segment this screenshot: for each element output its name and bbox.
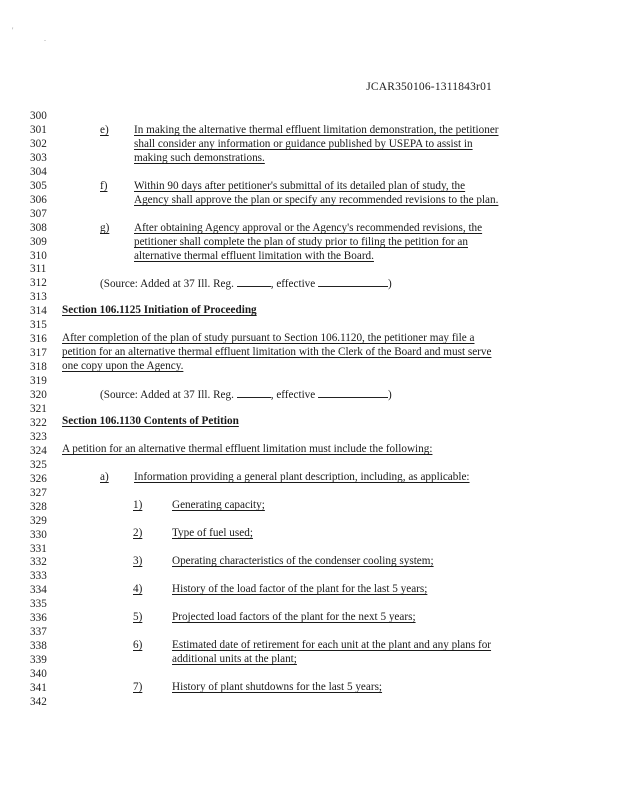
line-number: 319 — [30, 375, 47, 388]
line-number: 303 — [30, 151, 47, 164]
item-g-line-3: alternative thermal effluent limitation with the Board. — [134, 250, 374, 262]
line-number: 338 — [30, 640, 47, 653]
line-number: 327 — [30, 486, 47, 499]
source-suffix: ) — [388, 389, 392, 401]
section-1125-line-3: one copy upon the Agency. — [62, 360, 184, 372]
line-number: 312 — [30, 277, 47, 290]
item-e-line-3: making such demonstrations. — [134, 152, 265, 164]
line-number: 333 — [30, 570, 47, 583]
line-number: 322 — [30, 416, 47, 429]
subitem-text: History of the load factor of the plant for the last 5 years; — [172, 583, 428, 595]
source-note — [100, 387, 392, 401]
item-a-text: Information providing a general plant description, including, as applicable: — [134, 471, 470, 483]
item-g-line-1: After obtaining Agency approval or the Agency's recommended revisions, the — [134, 222, 483, 234]
item-a-label: a) — [100, 471, 109, 483]
effective-date-blank — [318, 387, 388, 398]
line-number: 311 — [30, 263, 47, 276]
subitem-label: 7) — [133, 681, 143, 693]
line-number: 339 — [30, 654, 47, 666]
item-e-label: e) — [100, 124, 109, 136]
line-number: 332 — [30, 556, 47, 569]
line-number: 326 — [30, 472, 47, 485]
subitem-text: Generating capacity; — [172, 499, 265, 511]
source-prefix: (Source: Added at 37 Ill. Reg. — [100, 389, 237, 401]
subitem-text: additional units at the plant; — [172, 653, 297, 665]
section-1125-line-2: petition for an alternative thermal effluent limitation with the Clerk of the Board and must serve — [62, 346, 492, 358]
line-number: 329 — [30, 514, 47, 527]
section-1130-intro: A petition for an alternative thermal effluent limitation must include the following: — [62, 443, 433, 455]
line-number: 336 — [30, 612, 47, 625]
line-number: 321 — [30, 402, 47, 415]
section-heading-1125: Section 106.1125 Initiation of Proceeding — [62, 304, 257, 316]
line-number: 342 — [30, 695, 47, 708]
section-heading-1130: Section 106.1130 Contents of Petition — [62, 415, 239, 427]
line-number: 310 — [30, 249, 47, 262]
item-e-line-2: shall consider any information or guidance published by USEPA to assist in — [134, 138, 473, 150]
source-suffix: ) — [388, 278, 392, 290]
line-number: 307 — [30, 207, 47, 220]
subitem-label: 3) — [133, 555, 143, 567]
line-number: 337 — [30, 626, 47, 639]
line-number: 304 — [30, 165, 47, 178]
section-1125-line-1: After completion of the plan of study pursuant to Section 106.1120, the petitioner may file a — [62, 332, 475, 344]
line-number: 334 — [30, 584, 47, 597]
document-id: JCAR350106-1311843r01 — [366, 81, 492, 93]
item-g-label: g) — [100, 222, 110, 234]
subitem-text: Estimated date of retirement for each unit at the plant and any plans for — [172, 639, 492, 651]
subitem-text: History of plant shutdowns for the last 5 years; — [172, 681, 383, 693]
subitem-label: 1) — [133, 499, 143, 511]
source-prefix: (Source: Added at 37 Ill. Reg. — [100, 278, 237, 290]
line-number: 308 — [30, 221, 47, 234]
line-number: 331 — [30, 542, 47, 555]
scan-mark: . — [44, 34, 46, 43]
item-f-line-1: Within 90 days after petitioner's submittal of its detailed plan of study, the — [134, 180, 466, 192]
reg-blank — [237, 276, 271, 287]
item-f-label: f) — [100, 180, 108, 192]
subitem-label: 5) — [133, 611, 143, 623]
subitem-label: 2) — [133, 527, 143, 539]
line-number: 318 — [30, 361, 47, 374]
scan-mark: ' — [12, 26, 14, 35]
line-number: 302 — [30, 137, 47, 150]
line-number: 324 — [30, 444, 47, 457]
item-e-line-1: In making the alternative thermal effluent limitation demonstration, the petitioner — [134, 124, 499, 136]
line-number: 316 — [30, 333, 47, 346]
line-number: 341 — [30, 681, 47, 694]
item-g-line-2: petitioner shall complete the plan of study prior to filing the petition for an — [134, 236, 468, 248]
line-number: 305 — [30, 179, 47, 192]
source-middle: , effective — [270, 389, 319, 401]
effective-date-blank — [318, 276, 388, 287]
line-number: 335 — [30, 598, 47, 611]
source-middle: , effective — [270, 278, 319, 290]
line-number: 340 — [30, 668, 47, 680]
subitem-label: 6) — [133, 639, 143, 651]
source-note — [100, 276, 392, 290]
subitem-text: Type of fuel used; — [172, 527, 253, 539]
line-number: 320 — [30, 389, 47, 401]
line-number: 328 — [30, 500, 47, 513]
subitem-text: Operating characteristics of the condenser cooling system; — [172, 555, 434, 567]
subitem-label: 4) — [133, 583, 143, 595]
line-number: 330 — [30, 528, 47, 541]
line-number: 315 — [30, 319, 47, 332]
line-number: 306 — [30, 193, 47, 206]
line-number: 314 — [30, 305, 47, 318]
line-number: 301 — [30, 124, 47, 136]
line-number: 313 — [30, 291, 47, 304]
subitem-text: Projected load factors of the plant for the next 5 years; — [172, 611, 416, 623]
line-number: 309 — [30, 235, 47, 248]
line-number: 325 — [30, 458, 47, 471]
line-number: 300 — [30, 110, 47, 122]
reg-blank — [237, 387, 271, 398]
item-f-line-2: Agency shall approve the plan or specify any recommended revisions to the plan. — [134, 194, 499, 206]
line-number: 317 — [30, 347, 47, 360]
line-number: 323 — [30, 430, 47, 443]
